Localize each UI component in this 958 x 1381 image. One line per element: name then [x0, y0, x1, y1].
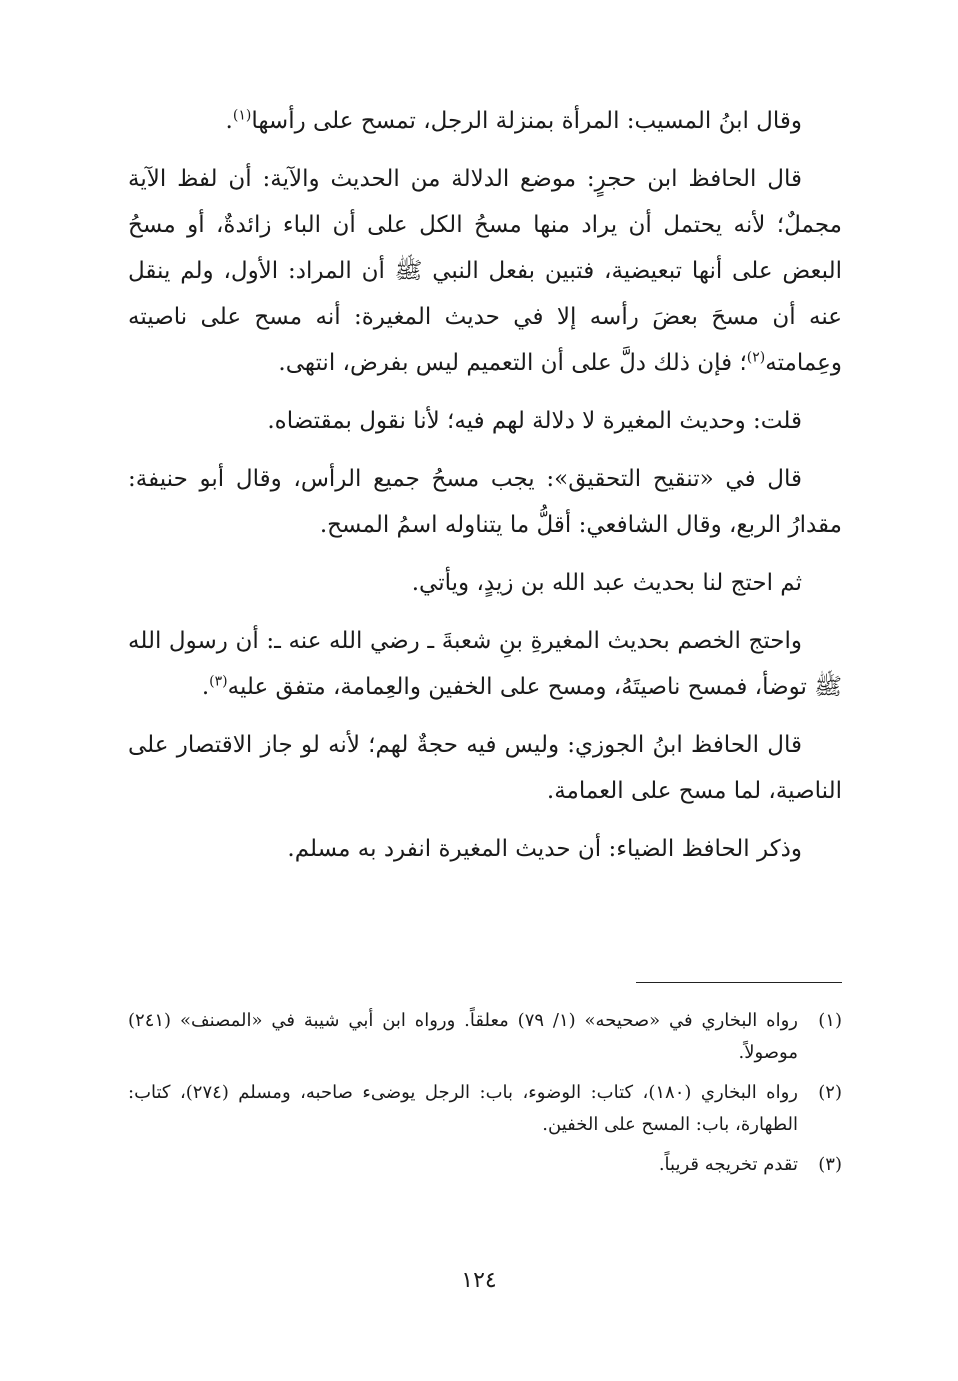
paragraph-6: واحتج الخصم بحديث المغيرةِ بنِ شعبةَ ـ رضي الله عنه ـ: أن رسول الله ﷺ توضأ، فمسح ناصيتَهُ، ومسح على الخفين والعِمامة، متفق عليه$^{(٣)}$.: [128, 628, 842, 700]
paragraph-3: قلت: وحديث المغيرة لا دلالة لهم فيه؛ لأنا نقول بمقتضاه.: [267, 408, 802, 434]
paragraph-2: قال الحافظ ابن حجرٍ: موضع الدلالة من الحديث والآية: أن لفظ الآية مجملٌ؛ لأنه يحتمل أن يراد منها مسحُ الكل على أن الباء زائدةٌ، أو مسحُ البعض على أنها تبعيضية، فتبين بفعل النبي ﷺ أن المراد: الأول، ولم ينقل عنه أن مسحَ بعضَ رأسه إلا في حديث المغيرة: أنه مسح على ناصيته وعِمامته$^{(٢)}$؛ فإن ذلك دلَّ على أن التعميم ليس بفرض، انتهى.: [128, 166, 842, 376]
footnote-text: رواه البخاري في «صحيحه» (١/ ٧٩) معلقاً. ورواه ابن أبي شيبة في «المصنف» (٢٤١) موصولاً.: [128, 1010, 798, 1063]
main-text: [128, 98, 842, 884]
paragraph-4: قال في «تنقيح التحقيق»: يجب مسحُ جميع الرأس، وقال أبو حنيفة: مقدارُ الربع، وقال الشافعي: أقلُّ ما يتناوله اسمُ المسح.: [128, 466, 842, 538]
paragraph-8: وذكر الحافظ الضياء: أن حديث المغيرة انفرد به مسلم.: [287, 836, 802, 862]
footnote-ref-3[interactable]: (٣): [209, 673, 228, 690]
footnote-text: تقدم تخريجه قريباً.: [658, 1154, 798, 1175]
footnote-3: [128, 1149, 842, 1181]
page-number: ١٢٤: [461, 1268, 497, 1293]
footnote-number: (٢): [818, 1082, 842, 1103]
footnote-number: (٣): [818, 1154, 842, 1175]
footnote-divider: [636, 982, 842, 983]
footnote-ref-2[interactable]: (٢): [746, 349, 766, 366]
paragraph-7: قال الحافظ ابنُ الجوزي: وليس فيه حجةٌ لهم؛ لأنه لو جاز الاقتصار على الناصية، لما مسح على العمامة.: [128, 732, 842, 804]
footnote-ref-1[interactable]: (١): [232, 107, 252, 124]
footnotes: [128, 1005, 842, 1189]
footnote-number: (١): [818, 1010, 842, 1031]
paragraph-1: وقال ابنُ المسيب: المرأة بمنزلة الرجل، تمسح على رأسها$^{(١)}$.: [225, 107, 802, 134]
footnote-1: [128, 1005, 842, 1069]
footnote-text: رواه البخاري (١٨٠)، كتاب: الوضوء، باب: الرجل يوضىء صاحبه، ومسلم (٢٧٤)، كتاب: الطهارة، باب: المسح على الخفين.: [128, 1082, 798, 1135]
paragraph-5: ثم احتج لنا بحديث عبد الله بن زيدٍ، ويأتي.: [411, 570, 802, 596]
footnote-2: [128, 1077, 842, 1141]
